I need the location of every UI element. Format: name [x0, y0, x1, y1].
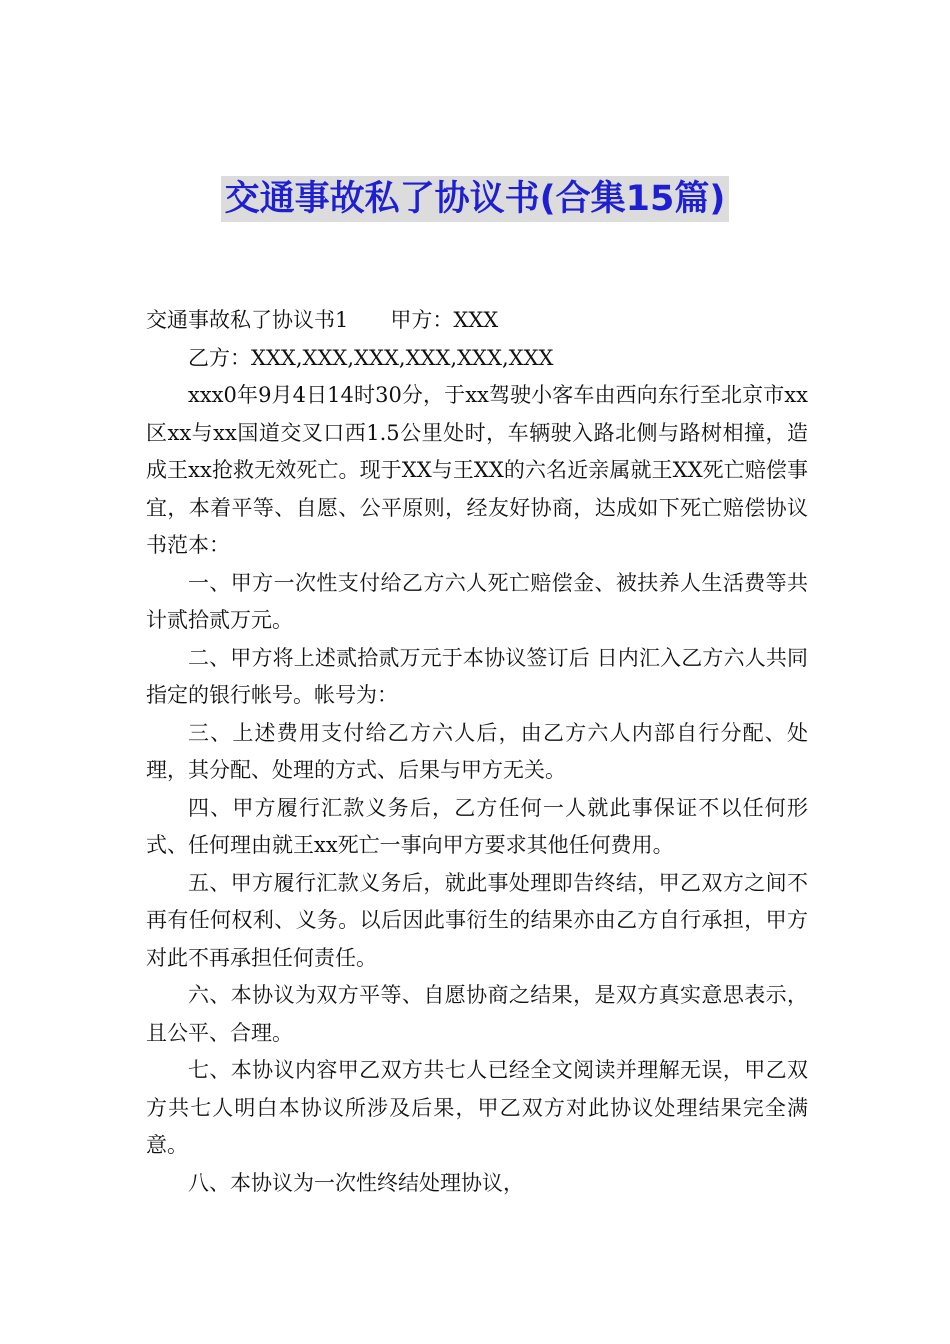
- paragraph-party-b: 乙方：XXX,XXX,XXX,XXX,XXX,XXX: [188, 345, 554, 370]
- paragraph-clause-8: 八、本协议为一次性终结处理协议，: [188, 1170, 524, 1195]
- title-container: [0, 176, 950, 222]
- paragraph-incident: xxx0年9月4日14时30分，于xx驾驶小客车由西向东行至北京市xx区xx与xx国道交叉口西1.5公里处时，车辆驶入路北侧与路树相撞，造成王xx抢救无效死亡。现于XX与王XX的六名近亲属就王XX死亡赔偿事宜，本着平等、自愿、公平原则，经友好协商，达成如下死亡赔偿协议书范本：: [146, 383, 808, 557]
- paragraph-clause-7: 七、本协议内容甲乙双方共七人已经全文阅读并理解无误，甲乙双方共七人明白本协议所涉及后果，甲乙双方对此协议处理结果完全满意。: [146, 1058, 808, 1157]
- document-title: 交通事故私了协议书(合集15篇): [221, 176, 730, 222]
- agreement-label: 交通事故私了协议书1: [146, 308, 349, 332]
- paragraph-clause-3: 三、上述费用支付给乙方六人后，由乙方六人内部自行分配、处理，其分配、处理的方式、后果与甲方无关。: [146, 720, 808, 782]
- document-body: [146, 302, 808, 1202]
- paragraph-clause-5: 五、甲方履行汇款义务后，就此事处理即告终结，甲乙双方之间不再有任何权利、义务。以后因此事衍生的结果亦由乙方自行承担，甲方对此不再承担任何责任。: [146, 870, 808, 970]
- paragraph-clause-2: 二、甲方将上述贰拾贰万元于本协议签订后 日内汇入乙方六人共同指定的银行帐号。帐号为：: [146, 645, 808, 707]
- paragraph-clause-1: 一、甲方一次性支付给乙方六人死亡赔偿金、被扶养人生活费等共计贰拾贰万元。: [146, 570, 808, 632]
- paragraph-clause-6: 六、本协议为双方平等、自愿协商之结果，是双方真实意思表示，且公平、合理。: [146, 983, 808, 1045]
- party-a: 甲方：XXX: [390, 308, 499, 332]
- heading-line: [146, 302, 808, 340]
- paragraph-clause-4: 四、甲方履行汇款义务后，乙方任何一人就此事保证不以任何形式、任何理由就王xx死亡一事向甲方要求其他任何费用。: [146, 795, 808, 857]
